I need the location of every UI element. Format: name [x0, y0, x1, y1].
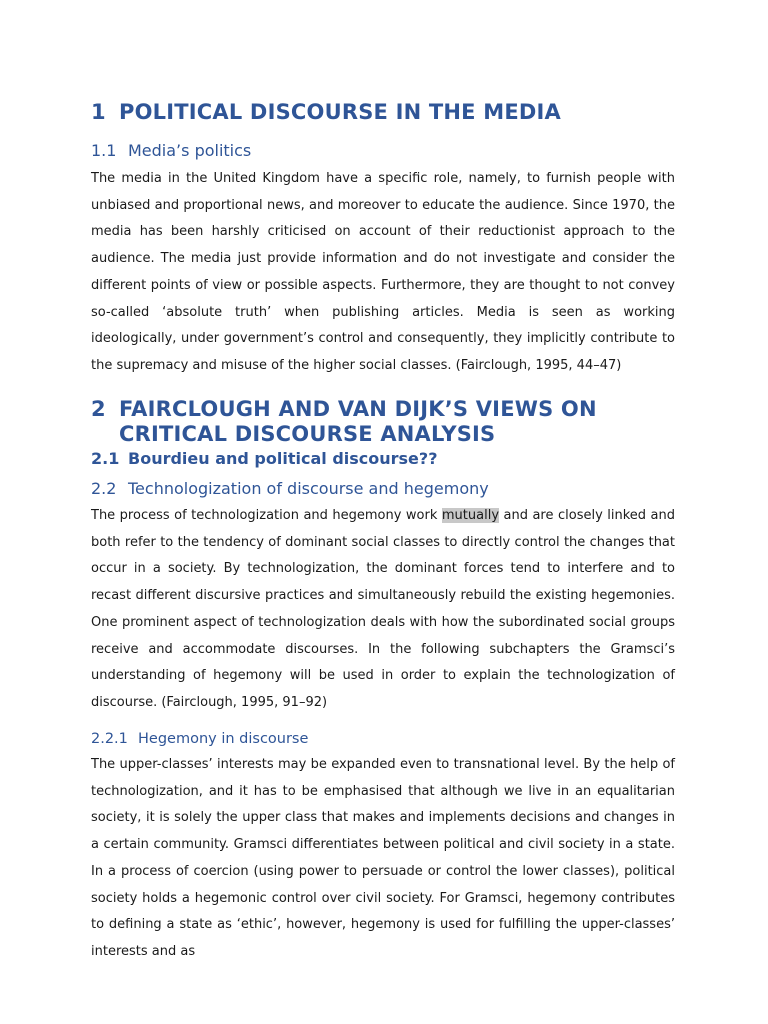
heading-2-2: [91, 479, 675, 499]
heading-2-1: [91, 449, 675, 469]
heading-2: [91, 397, 675, 447]
heading-number: 2.1: [91, 449, 120, 468]
paragraph-hegemony: The upper-classes’ interests may be expanded even to transnational level. By the help of technologization, and it has to be emphasised that although we live in an equalitarian society, it is solely the upper class that makes and implements decisions and changes in a certain community. Gramsci differentiates between political and civil society in a state. In a process of coercion (using power to persuade or control the lower classes), political society holds a hegemonic control over civil society. For Gramsci, hegemony contributes to defining a state as ‘ethic’, however, hegemony is used for fulfilling the upper-classes’ interests and as: [91, 757, 675, 959]
paragraph-text: and are closely linked and both refer to the tendency of dominant social classes to directly control the changes that occur in a society. By technologization, the dominant forces tend to interfere and to recast different discursive practices and simultaneously rebuild the existing hegemonies. One prominent aspect of technologization deals with how the subordinated social groups receive and accommodate discourses. In the following subchapters the Gramsci’s understanding of hegemony will be used in order to explain the technologization of discourse. (Fairclough, 1995, 91–92): [91, 508, 675, 710]
heading-2-2-1: [91, 730, 675, 748]
heading-number: 2: [91, 397, 106, 421]
heading-text: Technologization of discourse and hegemony: [128, 479, 489, 498]
heading-number: 2.2.1: [91, 731, 128, 747]
heading-text: Hegemony in discourse: [138, 731, 309, 747]
heading-text: FAIRCLOUGH AND VAN DIJK’S VIEWS ON CRITICAL DISCOURSE ANALYSIS: [119, 397, 597, 446]
highlighted-word: mutually: [441, 508, 500, 523]
heading-number: 2.2: [91, 479, 117, 498]
paragraph-technologization: [91, 503, 675, 717]
heading-text: POLITICAL DISCOURSE IN THE MEDIA: [119, 100, 561, 124]
heading-number: 1.1: [91, 141, 117, 160]
heading-number: 1: [91, 100, 106, 124]
heading-text: Bourdieu and political discourse??: [128, 449, 438, 468]
heading-1: [91, 100, 675, 125]
heading-1-1: [91, 141, 675, 161]
paragraph-media-politics: The media in the United Kingdom have a specific role, namely, to furnish people with unbiased and proportional news, and moreover to educate the audience. Since 1970, the media has been harshly criticised on account of their reductionist approach to the audience. The media just provide information and do not investigate and consider the different points of view or possible aspects. Furthermore, they are thought to not convey so-called ‘absolute truth’ when publishing articles. Media is seen as working ideologically, under government’s control and consequently, they implicitly contribute to the supremacy and misuse of the higher social classes. (Fairclough, 1995, 44–47): [91, 171, 675, 373]
paragraph-text: The process of technologization and hegemony work: [91, 508, 442, 523]
heading-text: Media’s politics: [128, 141, 252, 160]
